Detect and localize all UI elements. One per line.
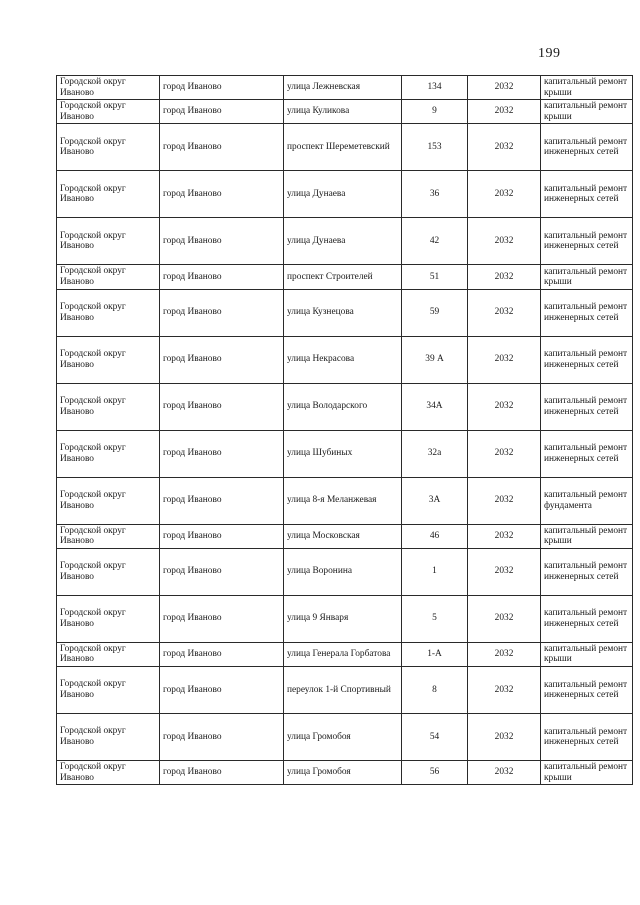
cell-municipality: Городской округ Иваново (57, 713, 160, 760)
cell-work-type: капитальный ремонт крыши (541, 760, 633, 784)
cell-house-number: 51 (402, 265, 468, 289)
cell-work-type: капитальный ремонт инженерных сетей (541, 124, 633, 171)
table-body (57, 76, 633, 785)
cell-house-number: 56 (402, 760, 468, 784)
cell-year: 2032 (468, 218, 541, 265)
cell-year: 2032 (468, 336, 541, 383)
cell-municipality: Городской округ Иваново (57, 548, 160, 595)
cell-street: улица Воронина (284, 548, 402, 595)
cell-city: город Иваново (160, 666, 284, 713)
cell-municipality: Городской округ Иваново (57, 430, 160, 477)
cell-year: 2032 (468, 265, 541, 289)
cell-house-number: 9 (402, 100, 468, 124)
cell-work-type: капитальный ремонт инженерных сетей (541, 336, 633, 383)
table-row (57, 642, 633, 666)
cell-work-type: капитальный ремонт инженерных сетей (541, 713, 633, 760)
cell-city: город Иваново (160, 595, 284, 642)
cell-street: улица Володарского (284, 383, 402, 430)
cell-work-type: капитальный ремонт инженерных сетей (541, 595, 633, 642)
cell-street: проспект Строителей (284, 265, 402, 289)
cell-house-number: 32а (402, 430, 468, 477)
table-row (57, 76, 633, 100)
cell-municipality: Городской округ Иваново (57, 642, 160, 666)
cell-year: 2032 (468, 666, 541, 713)
cell-work-type: капитальный ремонт инженерных сетей (541, 218, 633, 265)
cell-year: 2032 (468, 171, 541, 218)
cell-house-number: 34А (402, 383, 468, 430)
cell-house-number: 42 (402, 218, 468, 265)
cell-year: 2032 (468, 595, 541, 642)
table-row (57, 218, 633, 265)
page-number: 199 (538, 46, 561, 61)
cell-year: 2032 (468, 548, 541, 595)
cell-municipality: Городской округ Иваново (57, 666, 160, 713)
cell-municipality: Городской округ Иваново (57, 100, 160, 124)
cell-house-number: 3А (402, 477, 468, 524)
cell-work-type: капитальный ремонт инженерных сетей (541, 383, 633, 430)
cell-municipality: Городской округ Иваново (57, 289, 160, 336)
table-row (57, 524, 633, 548)
cell-work-type: капитальный ремонт инженерных сетей (541, 289, 633, 336)
cell-city: город Иваново (160, 548, 284, 595)
cell-city: город Иваново (160, 218, 284, 265)
cell-street: улица Шубиных (284, 430, 402, 477)
cell-work-type: капитальный ремонт фундамента (541, 477, 633, 524)
cell-city: город Иваново (160, 477, 284, 524)
cell-year: 2032 (468, 430, 541, 477)
cell-city: город Иваново (160, 76, 284, 100)
table-row (57, 666, 633, 713)
cell-house-number: 5 (402, 595, 468, 642)
table-row (57, 548, 633, 595)
cell-street: улица Кузнецова (284, 289, 402, 336)
cell-street: улица Громобоя (284, 713, 402, 760)
table-row (57, 265, 633, 289)
cell-street: улица Куликова (284, 100, 402, 124)
cell-year: 2032 (468, 76, 541, 100)
cell-municipality: Городской округ Иваново (57, 477, 160, 524)
cell-work-type: капитальный ремонт крыши (541, 76, 633, 100)
cell-street: улица Дунаева (284, 218, 402, 265)
cell-work-type: капитальный ремонт инженерных сетей (541, 171, 633, 218)
cell-house-number: 8 (402, 666, 468, 713)
cell-city: город Иваново (160, 383, 284, 430)
table-row (57, 171, 633, 218)
cell-street: улица Дунаева (284, 171, 402, 218)
cell-municipality: Городской округ Иваново (57, 76, 160, 100)
cell-municipality: Городской округ Иваново (57, 171, 160, 218)
cell-year: 2032 (468, 477, 541, 524)
cell-municipality: Городской округ Иваново (57, 336, 160, 383)
cell-house-number: 39 А (402, 336, 468, 383)
cell-city: город Иваново (160, 524, 284, 548)
table-row (57, 595, 633, 642)
cell-municipality: Городской округ Иваново (57, 383, 160, 430)
cell-city: город Иваново (160, 642, 284, 666)
cell-street: улица Московская (284, 524, 402, 548)
cell-house-number: 153 (402, 124, 468, 171)
cell-year: 2032 (468, 713, 541, 760)
cell-city: город Иваново (160, 265, 284, 289)
cell-city: город Иваново (160, 430, 284, 477)
table-row (57, 383, 633, 430)
cell-house-number: 36 (402, 171, 468, 218)
cell-street: улица Генерала Горбатова (284, 642, 402, 666)
cell-municipality: Городской округ Иваново (57, 595, 160, 642)
cell-street: улица 9 Января (284, 595, 402, 642)
cell-municipality: Городской округ Иваново (57, 124, 160, 171)
cell-street: улица Громобоя (284, 760, 402, 784)
cell-work-type: капитальный ремонт крыши (541, 642, 633, 666)
cell-municipality: Городской округ Иваново (57, 265, 160, 289)
cell-work-type: капитальный ремонт крыши (541, 100, 633, 124)
cell-work-type: капитальный ремонт инженерных сетей (541, 430, 633, 477)
cell-street: проспект Шереметевский (284, 124, 402, 171)
cell-year: 2032 (468, 760, 541, 784)
table-row (57, 124, 633, 171)
cell-work-type: капитальный ремонт крыши (541, 265, 633, 289)
cell-house-number: 59 (402, 289, 468, 336)
cell-year: 2032 (468, 383, 541, 430)
cell-city: город Иваново (160, 336, 284, 383)
cell-city: город Иваново (160, 713, 284, 760)
table-row (57, 430, 633, 477)
cell-work-type: капитальный ремонт инженерных сетей (541, 666, 633, 713)
table-row (57, 100, 633, 124)
cell-year: 2032 (468, 289, 541, 336)
cell-work-type: капитальный ремонт инженерных сетей (541, 548, 633, 595)
cell-house-number: 1 (402, 548, 468, 595)
cell-municipality: Городской округ Иваново (57, 760, 160, 784)
table-row (57, 477, 633, 524)
cell-street: переулок 1-й Спортивный (284, 666, 402, 713)
table-row (57, 760, 633, 784)
cell-municipality: Городской округ Иваново (57, 218, 160, 265)
cell-house-number: 54 (402, 713, 468, 760)
cell-city: город Иваново (160, 124, 284, 171)
cell-year: 2032 (468, 124, 541, 171)
cell-city: город Иваново (160, 171, 284, 218)
cell-house-number: 1-А (402, 642, 468, 666)
cell-street: улица Некрасова (284, 336, 402, 383)
cell-year: 2032 (468, 100, 541, 124)
table-row (57, 713, 633, 760)
cell-year: 2032 (468, 642, 541, 666)
cell-house-number: 134 (402, 76, 468, 100)
cell-street: улица 8-я Меланжевая (284, 477, 402, 524)
cell-house-number: 46 (402, 524, 468, 548)
repair-schedule-table (56, 75, 633, 785)
cell-city: город Иваново (160, 760, 284, 784)
cell-street: улица Лежневская (284, 76, 402, 100)
cell-municipality: Городской округ Иваново (57, 524, 160, 548)
cell-city: город Иваново (160, 100, 284, 124)
cell-city: город Иваново (160, 289, 284, 336)
table-row (57, 289, 633, 336)
cell-work-type: капитальный ремонт крыши (541, 524, 633, 548)
table-row (57, 336, 633, 383)
cell-year: 2032 (468, 524, 541, 548)
